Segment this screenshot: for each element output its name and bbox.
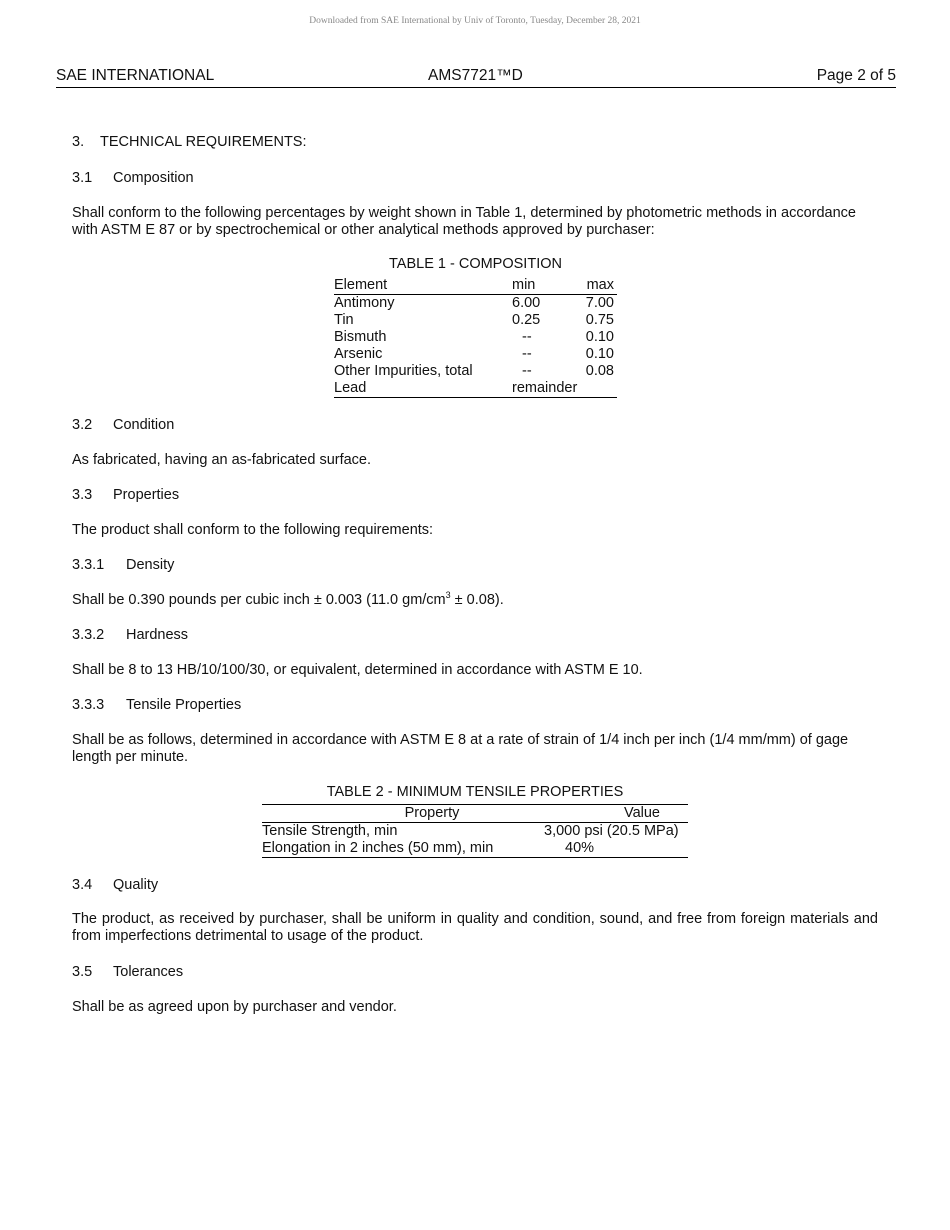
table2 [262, 804, 688, 858]
section-3-3-2-heading: 3.3.2 Hardness [72, 627, 189, 643]
table1-header-row [334, 277, 617, 295]
section-3-3-1-text: Shall be 0.390 pounds per cubic inch ± 0.003 (11.0 $gm/cm^3 \pm 0.08$). [72, 590, 504, 608]
table2-title: TABLE 2 - MINIMUM TENSILE PROPERTIES [326, 784, 624, 800]
section-3-3-3-heading: 3.3.3 Tensile Properties [72, 697, 242, 713]
section-3-5-text: Shall be as agreed upon by purchaser and vendor. [72, 999, 397, 1015]
section-3-2-text: As fabricated, having an as-fabricated surface. [72, 452, 372, 468]
section-3-3-3-text: Shall be as follows, determined in accordance with ASTM E 8 at a rate of strain of 1/4 inch per inch (1/4 mm/mm) of gage length per minute. [72, 732, 849, 765]
table-row: Other Impurities, total -- 0.08 [334, 363, 614, 379]
section-3-3-text: The product shall conform to the following requirements: [72, 522, 434, 538]
header-page-number: Page 2 of 5 [816, 67, 896, 84]
section-3-5-heading: 3.5 Tolerances [72, 964, 184, 980]
section-3-1-heading: 3.1 Composition [72, 170, 194, 186]
table1-header-min: min [512, 277, 536, 293]
table-row: Arsenic -- 0.10 [334, 346, 614, 362]
page-header [56, 67, 896, 88]
section-3-3-2-text: Shall be 8 to 13 HB/10/100/30, or equivalent, determined in accordance with ASTM E 10. [72, 662, 643, 678]
section-3-3-heading: 3.3 Properties [72, 487, 180, 503]
section-3-2-heading: 3.2 Condition [72, 417, 175, 433]
table2-header-row [262, 805, 688, 823]
header-org: SAE INTERNATIONAL [56, 67, 215, 84]
section-3-4-text: The product, as received by purchaser, shall be uniform in quality and condition, sound, and free from foreign materials and from imperfections detrimental to usage of the product. [72, 911, 878, 944]
table-row: Bismuth -- 0.10 [334, 329, 614, 345]
table-row: Lead remainder [334, 380, 578, 396]
table2-header-value: Value [623, 805, 660, 821]
table-row: Elongation in 2 inches (50 mm), min 40% [262, 840, 595, 856]
section-3-4-heading: 3.4 Quality [72, 877, 159, 893]
table1-header-element: Element [334, 277, 388, 293]
table1-title: TABLE 1 - COMPOSITION [389, 256, 562, 272]
download-watermark: Downloaded from SAE International by Univ of Toronto, Tuesday, December 28, 2021 [309, 16, 641, 26]
table1-bottom-rule [334, 397, 617, 398]
section-3-3-1-heading: 3.3.1 Density [72, 557, 175, 573]
table-row: Antimony 6.00 7.00 [334, 295, 614, 311]
section-3-1-text: Shall conform to the following percentages by weight shown in Table 1, determined by photometric methods in accordance with ASTM E 87 or by spectrochemical or other analytical methods approved by purchaser: [72, 205, 856, 238]
table1 [334, 277, 617, 398]
table-row: Tin 0.25 0.75 [334, 312, 614, 328]
table1-header-max: max [586, 277, 614, 293]
section-3-heading: 3. TECHNICAL REQUIREMENTS: [72, 134, 307, 150]
table2-header-property: Property [404, 805, 460, 821]
header-doc-number: AMS7721™D [428, 67, 523, 84]
table-row: Tensile Strength, min 3,000 psi (20.5 MPa) [262, 823, 679, 839]
table2-bottom-rule [262, 857, 688, 858]
